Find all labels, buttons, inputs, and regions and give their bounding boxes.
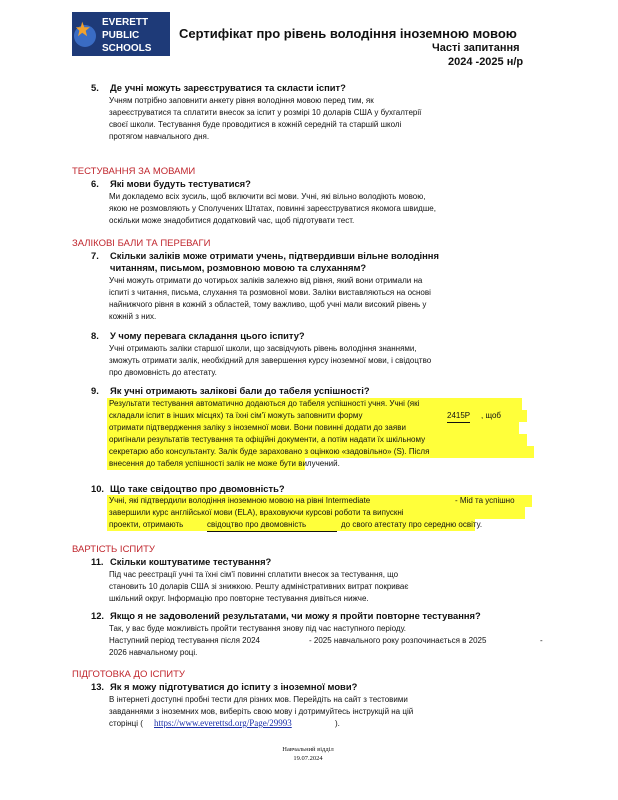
bilingual-certificate-link[interactable]: свідоцтво про двомовність <box>207 519 337 532</box>
form-2415p-link[interactable]: 2415P <box>447 410 470 423</box>
question-11 <box>91 556 271 568</box>
question-6 <box>91 178 251 190</box>
answer-line: зареєструватися та сплатити внесок за іспит у розмірі 10 доларів США у бухгалтерії <box>109 108 422 117</box>
question-number: 5. <box>91 82 99 93</box>
answer-line: іспиті з читання, письма, слухання та розмовної мови. Заліки виставляються на основі <box>109 288 431 297</box>
question-13 <box>91 681 357 693</box>
answer-text: - <box>540 636 543 645</box>
answer-line: своєї школи. Тестування буде проводитися в кожній середній та старшій школі <box>109 120 402 129</box>
footer-date: 19.07.2024 <box>293 755 323 762</box>
answer-line <box>109 410 519 422</box>
question-number: 12. <box>91 610 105 621</box>
question-9 <box>91 385 370 397</box>
logo-text-3: SCHOOLS <box>102 43 152 54</box>
answer-line: В інтернеті доступні пробні тести для різних мов. Перейдіть на сайт з тестовими <box>109 695 408 704</box>
answer-line: найнижчого рівня в кожній з областей, тому важливо, щоб учні мали високий рівень у <box>109 300 427 309</box>
answer-text: складали іспит в інших місцях) та їхні сім'ї можуть заповнити форму <box>109 411 363 420</box>
answer-line: про двомовність до атестату. <box>109 368 217 377</box>
document-subtitle: Часті запитання <box>432 42 520 54</box>
answer-line: Результати тестування автоматично додаються до табеля успішності учня. Учні (які <box>109 399 420 408</box>
answer-text: , щоб <box>481 411 501 420</box>
answer-text: Наступний період тестування після 2024 <box>109 636 260 645</box>
question-8 <box>91 330 305 342</box>
question-number: 9. <box>91 385 99 396</box>
answer-line: Учні отримають заліки старшої школи, що засвідчують рівень володіння знаннями, <box>109 344 417 353</box>
question-text: Якщо я не задоволений результатами, чи можу я пройти повторне тестування? <box>110 610 481 621</box>
answer-line <box>109 635 549 647</box>
answer-line: Учні можуть отримати до чотирьох заліків залежно від рівня, який вони отримали на <box>109 276 423 285</box>
answer-text: проекти, отримають <box>109 520 184 529</box>
answer-line <box>109 495 529 507</box>
practice-tests-link[interactable]: https://www.everettsd.org/Page/29993 <box>154 718 292 728</box>
answer-line: якою не розмовляють у Сполучених Штатах, повинні зареєструватися якомога швидше, <box>109 204 436 213</box>
answer-line: оскільки може знадобитися додатковий час, щоб підготувати тест. <box>109 216 355 225</box>
answer-7 <box>109 275 431 323</box>
answer-text: сторінці ( <box>109 719 143 728</box>
question-number: 7. <box>91 250 99 261</box>
question-number: 11. <box>91 556 104 567</box>
answer-line: Учням потрібно заповнити анкету рівня володіння мовою перед тим, як <box>109 96 374 105</box>
logo-text-1: EVERETT <box>102 17 149 28</box>
question-text: Скільки заліків може отримати учень, підтвердивши вільне володіння <box>110 250 439 261</box>
section-heading-testing: ТЕСТУВАННЯ ЗА МОВАМИ <box>72 166 196 177</box>
answer-text: ). <box>335 719 340 728</box>
answer-8 <box>109 343 431 379</box>
question-number: 6. <box>91 178 99 189</box>
answer-line: зможуть отримати залік, необхідний для завершення курсу іноземної мови, і свідоцтво <box>109 356 432 365</box>
question-12 <box>91 610 481 622</box>
answer-6 <box>109 191 436 227</box>
answer-line: кожній з них. <box>109 312 157 321</box>
answer-line: Ми докладемо всіх зусиль, щоб включити всі мови. Учні, які вільно володіють мовою, <box>109 192 426 201</box>
document-title: Сертифікат про рівень володіння іноземною мовою <box>179 26 517 41</box>
question-number: 10. <box>91 483 105 494</box>
footer-department: Навчальний відділ <box>282 746 334 753</box>
answer-text: до свого атестату про середню освіту. <box>341 520 483 529</box>
question-text: Де учні можуть зареєструватися та скласти іспит? <box>110 82 346 93</box>
question-number: 13. <box>91 681 105 692</box>
section-heading-preparation: ПІДГОТОВКА ДО ІСПИТУ <box>72 669 185 680</box>
answer-12 <box>109 623 549 659</box>
answer-text: - 2025 навчального року розпочинається в 2025 <box>309 636 487 645</box>
answer-5 <box>109 95 421 143</box>
section-heading-credits: ЗАЛІКОВІ БАЛИ ТА ПЕРЕВАГИ <box>72 238 211 249</box>
answer-line <box>109 718 369 731</box>
school-logo <box>72 12 170 56</box>
footer <box>248 745 368 763</box>
question-text: Як учні отримають залікові бали до табеля успішності? <box>110 385 370 396</box>
answer-line: внесення до табеля успішності залік не може бути вилучений. <box>109 459 340 468</box>
question-text: Як я можу підготуватися до іспиту з іноземної мови? <box>110 681 358 692</box>
answer-line: становить 10 доларів США зі знижкою. Решту адміністративних витрат покриває <box>109 582 409 591</box>
answer-line: Так, у вас буде можливість пройти тестування знову під час наступного періоду. <box>109 624 406 633</box>
answer-line: завершили курс англійської мови (ELA), враховуючи курсові роботи та випускні <box>109 508 404 517</box>
question-text: Які мови будуть тестуватися? <box>110 178 251 189</box>
question-text-cont: читанням, письмом, розмовною мовою та слуханням? <box>110 262 367 273</box>
answer-line: отримати підтвердження заліку з іноземної мови. Вони повинні додати до заяви <box>109 423 406 432</box>
school-year: 2024 -2025 н/р <box>448 56 524 68</box>
question-number: 8. <box>91 330 99 341</box>
question-text: Що таке свідоцтво про двомовність? <box>110 483 285 494</box>
question-text: У чому перевага складання цього іспиту? <box>110 330 305 341</box>
question-5 <box>91 82 346 94</box>
question-7 <box>91 250 439 274</box>
logo-text-2: PUBLIC <box>102 30 140 41</box>
answer-line: 2026 навчальному році. <box>109 648 198 657</box>
answer-10 <box>109 495 529 531</box>
answer-text: - Mid та успішно <box>455 496 515 505</box>
question-text: Скільки коштуватиме тестування? <box>110 556 272 567</box>
answer-line <box>109 519 483 531</box>
answer-11 <box>109 569 408 605</box>
section-heading-cost: ВАРТІСТЬ ІСПИТУ <box>72 544 155 555</box>
question-10 <box>91 483 285 495</box>
answer-line: секретарю або консультанту. Залік буде зараховано з оцінкою «задовільно» (S). Після <box>109 447 430 456</box>
answer-line: шкільний округ. Інформацію про повторне тестування дивіться нижче. <box>109 594 369 603</box>
answer-line: завданнями з іноземних мов, виберіть свою мову і дотримуйтесь інструкцій на цій <box>109 707 414 716</box>
answer-text: Учні, які підтвердили володіння іноземною мовою на рівні Intermediate <box>109 496 371 505</box>
answer-9 <box>109 398 519 470</box>
answer-line: оригінали результатів тестування та офіційні документи, а потім надати їх шкільному <box>109 435 426 444</box>
answer-line: Під час реєстрації учні та їхні сім'ї повинні сплатити внесок за тестування, що <box>109 570 399 579</box>
answer-line: протягом навчального дня. <box>109 132 210 141</box>
answer-13 <box>109 694 413 731</box>
